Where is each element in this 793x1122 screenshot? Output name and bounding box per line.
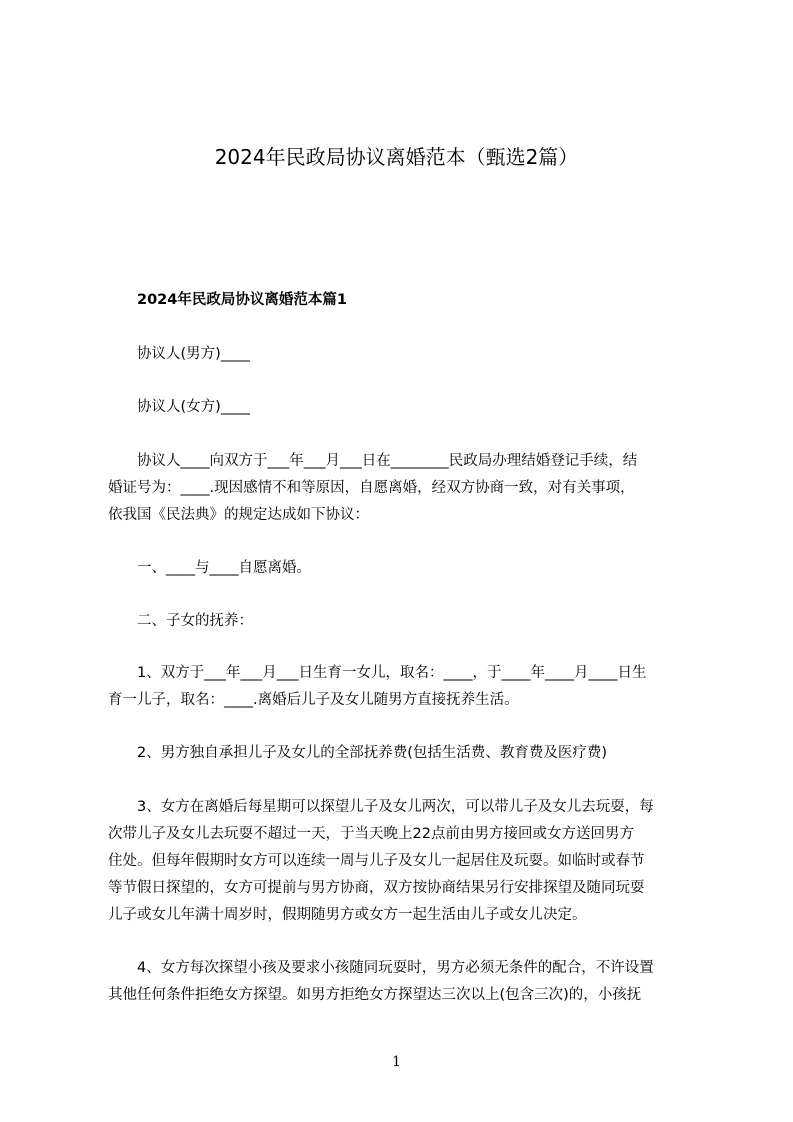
clause-2: 二、子女的抚养：: [137, 613, 253, 629]
item-4-line: 4、女方每次探望小孩及要求小孩随同玩耍时，男方必须无条件的配合，不许设置: [108, 960, 654, 976]
intro-line: 依我国《民法典》的规定达成如下协议：: [108, 507, 369, 523]
item-1-line: 1、双方于___年___月___日生育一女儿，取名：____，于____年____月____日生: [108, 665, 647, 681]
item-3-line: 次带儿子及女儿去玩耍不超过一天，于当天晚上22点前由男方接回或女方送回男方: [108, 826, 634, 842]
party-female-line: 协议人(女方)____: [137, 399, 250, 415]
document-title: 2024年民政局协议离婚范本（甄选2篇）: [214, 145, 579, 169]
item-4-line: 其他任何条件拒绝女方探望。如男方拒绝女方探望达三次以上(包含三次)的，小孩抚: [108, 987, 642, 1003]
intro-paragraph: [108, 448, 718, 529]
item-3-line: 3、女方在离婚后每星期可以探望儿子及女儿两次，可以带儿子及女儿去玩耍，每: [108, 799, 654, 815]
item-4-paragraph: [108, 955, 718, 1009]
item-2-paragraph: 2、男方独自承担儿子及女儿的全部抚养费(包括生活费、教育费及医疗费): [137, 745, 608, 761]
section-heading: 2024年民政局协议离婚范本篇1: [137, 292, 347, 308]
item-3-line: 等节假日探望的，女方可提前与男方协商，双方按协商结果另行安排探望及随同玩耍: [108, 880, 645, 896]
item-3-line: 住处。但每年假期时女方可以连续一周与儿子及女儿一起居住及玩耍。如临时或春节: [108, 853, 645, 869]
item-3-paragraph: [108, 794, 718, 929]
intro-line: 婚证号为：____.现因感情不和等原因，自愿离婚，经双方协商一致，对有关事项，: [108, 480, 635, 496]
intro-line: 协议人____向双方于___年___月___日在________民政局办理结婚登记手续，结: [108, 453, 638, 469]
clause-1: 一、____与____自愿离婚。: [137, 560, 311, 576]
item-1-paragraph: [108, 660, 718, 714]
party-male-line: 协议人(男方)____: [137, 346, 250, 362]
item-3-line: 儿子或女儿年满十周岁时，假期随男方或女方一起生活由儿子或女儿决定。: [108, 907, 587, 923]
page-number: 1: [392, 1054, 401, 1070]
item-1-line: 育一儿子，取名：____.离婚后儿子及女儿随男方直接抚养生活。: [108, 692, 519, 708]
